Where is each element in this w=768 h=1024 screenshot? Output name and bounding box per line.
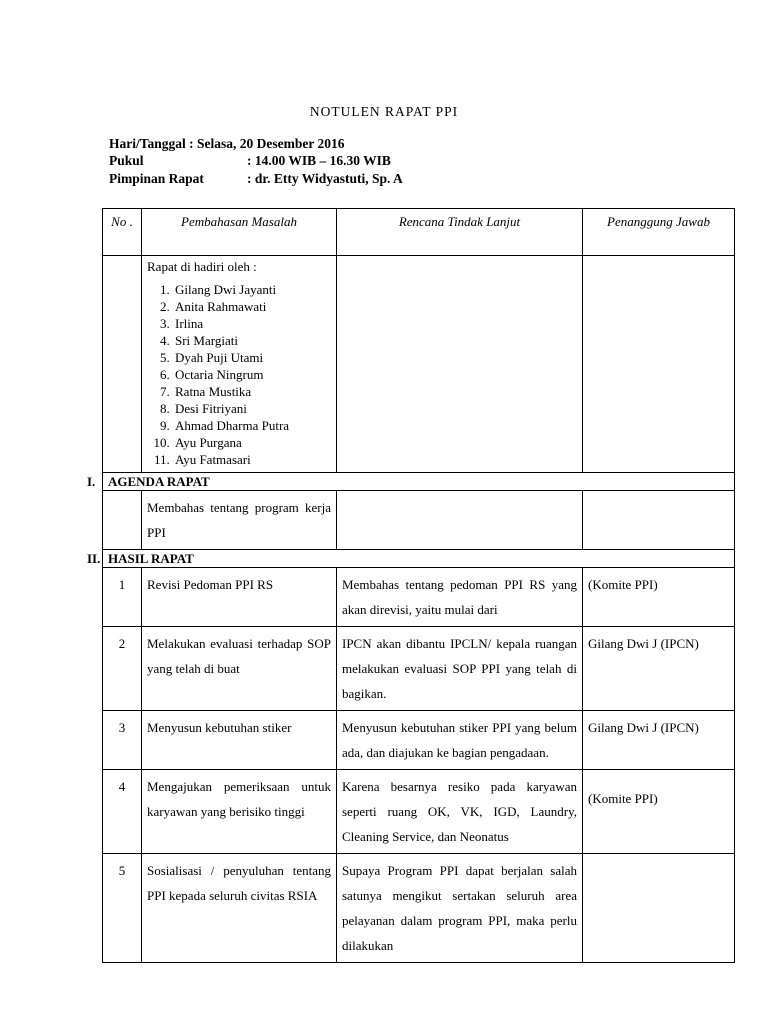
list-item: 7. Ratna Mustika bbox=[173, 383, 331, 400]
table-row bbox=[103, 854, 735, 963]
row-rencana: Menyusun kebutuhan stiker PPI yang belum ada, dan diajukan ke bagian pengadaan. bbox=[337, 711, 583, 770]
minutes-table bbox=[87, 208, 735, 963]
list-item: 9. Ahmad Dharma Putra bbox=[173, 417, 331, 434]
row-rencana: Supaya Program PPI dapat berjalan salah satunya mengikut sertakan seluruh area pelayanan dalam program PPI, maka perlu dilakukan bbox=[337, 854, 583, 963]
row-no: 3 bbox=[103, 711, 142, 770]
row-rencana: Membahas tentang pedoman PPI RS yang akan direvisi, yaitu mulai dari bbox=[337, 568, 583, 627]
row-penanggung: (Komite PPI) bbox=[583, 568, 735, 627]
meta-chair-value: : dr. Etty Widyastuti, Sp. A bbox=[247, 171, 403, 186]
meta-time-value: : 14.00 WIB – 16.30 WIB bbox=[247, 153, 391, 168]
list-item: 11. Ayu Fatmasari bbox=[173, 451, 331, 468]
row-rencana: IPCN akan dibantu IPCLN/ kepala ruangan melakukan evaluasi SOP PPI yang telah di bagikan. bbox=[337, 627, 583, 711]
table-row bbox=[103, 627, 735, 711]
section-hasil-title: II. HASIL RAPAT bbox=[103, 550, 735, 568]
row-pembahasan: Melakukan evaluasi terhadap SOP yang telah di buat bbox=[142, 627, 337, 711]
row-no: 5 bbox=[103, 854, 142, 963]
header-no: No . bbox=[103, 209, 142, 256]
table-row bbox=[103, 711, 735, 770]
row-no: 2 bbox=[103, 627, 142, 711]
row-pembahasan: Mengajukan pemeriksaan untuk karyawan yang berisiko tinggi bbox=[142, 770, 337, 854]
agenda-row bbox=[103, 491, 735, 550]
list-item: 5. Dyah Puji Utami bbox=[173, 349, 331, 366]
attendee-list bbox=[147, 281, 331, 468]
section-hasil-number: II. bbox=[87, 551, 101, 566]
header-rencana: Rencana Tindak Lanjut bbox=[337, 209, 583, 256]
section-agenda-row bbox=[103, 473, 735, 491]
row-pembahasan: Revisi Pedoman PPI RS bbox=[142, 568, 337, 627]
list-item: 3. Irlina bbox=[173, 315, 331, 332]
meta-date-line bbox=[109, 136, 345, 152]
list-item: 10. Ayu Purgana bbox=[173, 434, 331, 451]
row-pembahasan: Sosialisasi / penyuluhan tentang PPI kepada seluruh civitas RSIA bbox=[142, 854, 337, 963]
section-agenda-number: I. bbox=[87, 474, 96, 489]
row-rencana: Karena besarnya resiko pada karyawan seperti ruang OK, VK, IGD, Laundry, Cleaning Service, dan Neonatus bbox=[337, 770, 583, 854]
row-penanggung: Gilang Dwi J (IPCN) bbox=[583, 711, 735, 770]
meta-chair-line bbox=[109, 171, 403, 187]
agenda-text: Membahas tentang program kerja PPI bbox=[142, 491, 337, 550]
row-penanggung: Gilang Dwi J (IPCN) bbox=[583, 627, 735, 711]
attendance-cell bbox=[142, 256, 337, 473]
table-row bbox=[103, 770, 735, 854]
attendance-row bbox=[103, 256, 735, 473]
meta-date-label: Hari/Tanggal : bbox=[109, 136, 194, 151]
list-item: 1. Gilang Dwi Jayanti bbox=[173, 281, 331, 298]
section-hasil-row bbox=[103, 550, 735, 568]
header-penanggung: Penanggung Jawab bbox=[583, 209, 735, 256]
header-pembahasan: Pembahasan Masalah bbox=[142, 209, 337, 256]
meta-date-value: Selasa, 20 Desember 2016 bbox=[197, 136, 345, 151]
table-header-row bbox=[103, 209, 735, 256]
row-pembahasan: Menyusun kebutuhan stiker bbox=[142, 711, 337, 770]
row-no: 4 bbox=[103, 770, 142, 854]
list-item: 4. Sri Margiati bbox=[173, 332, 331, 349]
row-penanggung bbox=[583, 854, 735, 963]
row-penanggung: (Komite PPI) bbox=[583, 770, 735, 854]
list-item: 2. Anita Rahmawati bbox=[173, 298, 331, 315]
section-agenda-title: I. AGENDA RAPAT bbox=[103, 473, 735, 491]
table-row bbox=[103, 568, 735, 627]
list-item: 8. Desi Fitriyani bbox=[173, 400, 331, 417]
attendance-intro: Rapat di hadiri oleh : bbox=[147, 259, 257, 274]
meta-time-line bbox=[109, 153, 391, 169]
row-no: 1 bbox=[103, 568, 142, 627]
list-item: 6. Octaria Ningrum bbox=[173, 366, 331, 383]
meta-chair-label: Pimpinan Rapat bbox=[109, 171, 204, 186]
document-title: NOTULEN RAPAT PPI bbox=[309, 104, 459, 119]
meta-time-label: Pukul bbox=[109, 153, 144, 168]
